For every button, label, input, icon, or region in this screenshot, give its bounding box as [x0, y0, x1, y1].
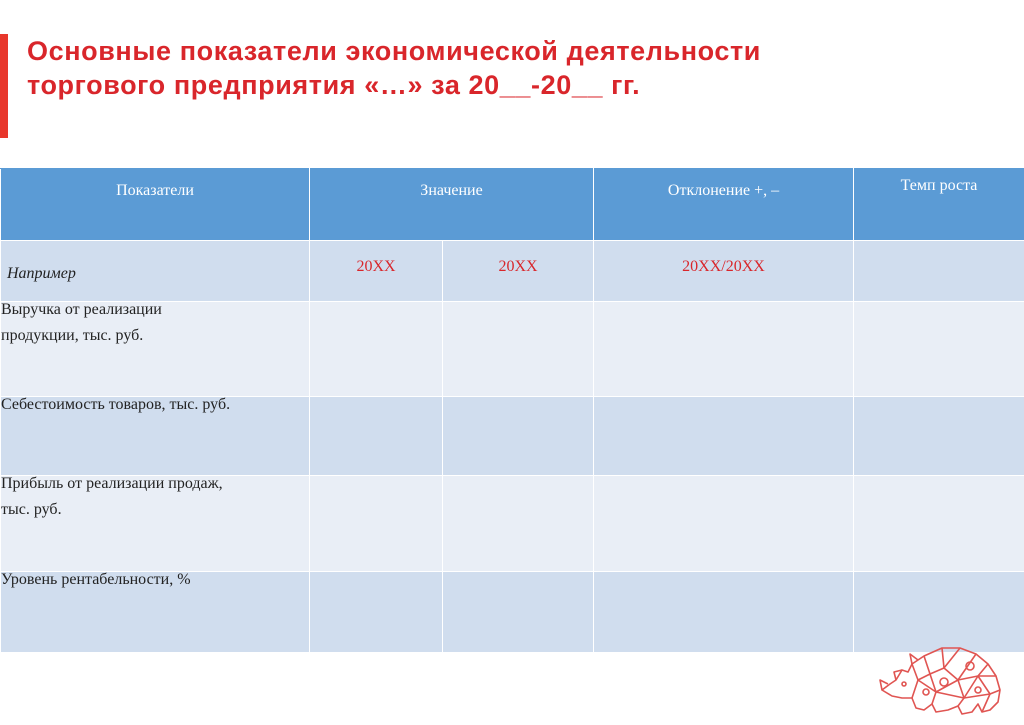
table-cell: [310, 476, 443, 572]
accent-bar: [0, 34, 8, 138]
table-row: [1, 302, 1024, 397]
table-cell: [443, 397, 594, 476]
rhino-icon: [878, 640, 1008, 720]
header-growth: Темп роста: [854, 169, 1024, 241]
table-cell: [443, 302, 594, 397]
row-label: [1, 302, 310, 397]
row-label-line-1: Уровень рентабельности, %: [1, 561, 309, 598]
table-cell: [310, 302, 443, 397]
header-indicators: Показатели: [1, 169, 310, 241]
header-value: Значение: [310, 169, 594, 241]
row-label-line-1: Прибыль от реализации продаж,: [1, 465, 309, 502]
table-header-row: [1, 169, 1024, 241]
example-label: Например: [1, 241, 310, 302]
page-title: [27, 34, 987, 102]
row-label-line-1: Выручка от реализации: [1, 291, 309, 328]
indicators-table: [0, 168, 1024, 653]
table-cell: [854, 476, 1024, 572]
row-label-line-2: тыс. руб.: [1, 491, 309, 528]
table-cell: [594, 476, 854, 572]
example-year-2: 20XX: [443, 241, 594, 302]
table-cell: [443, 572, 594, 653]
row-label: [1, 397, 310, 476]
table-cell: [310, 397, 443, 476]
table-cell: [594, 397, 854, 476]
table-cell: [854, 302, 1024, 397]
table-cell: [854, 397, 1024, 476]
example-year-1: 20XX: [310, 241, 443, 302]
table-cell: [443, 476, 594, 572]
row-label-line-1: Себестоимость товаров, тыс. руб.: [1, 386, 309, 423]
example-growth-cell: [854, 241, 1024, 302]
table-row: [1, 476, 1024, 572]
table-cell: [594, 572, 854, 653]
page-title-line-2: торгового предприятия «…» за 20__-20__ гг.: [27, 68, 987, 102]
row-label-line-2: продукции, тыс. руб.: [1, 317, 309, 354]
table-row: [1, 397, 1024, 476]
table-cell: [594, 302, 854, 397]
row-label: [1, 572, 310, 653]
table-cell: [310, 572, 443, 653]
header-deviation: Отклонение +, –: [594, 169, 854, 241]
row-label: [1, 476, 310, 572]
example-ratio: 20XX/20XX: [594, 241, 854, 302]
page-title-line-1: Основные показатели экономической деятельности: [27, 34, 987, 68]
table-row: [1, 572, 1024, 653]
